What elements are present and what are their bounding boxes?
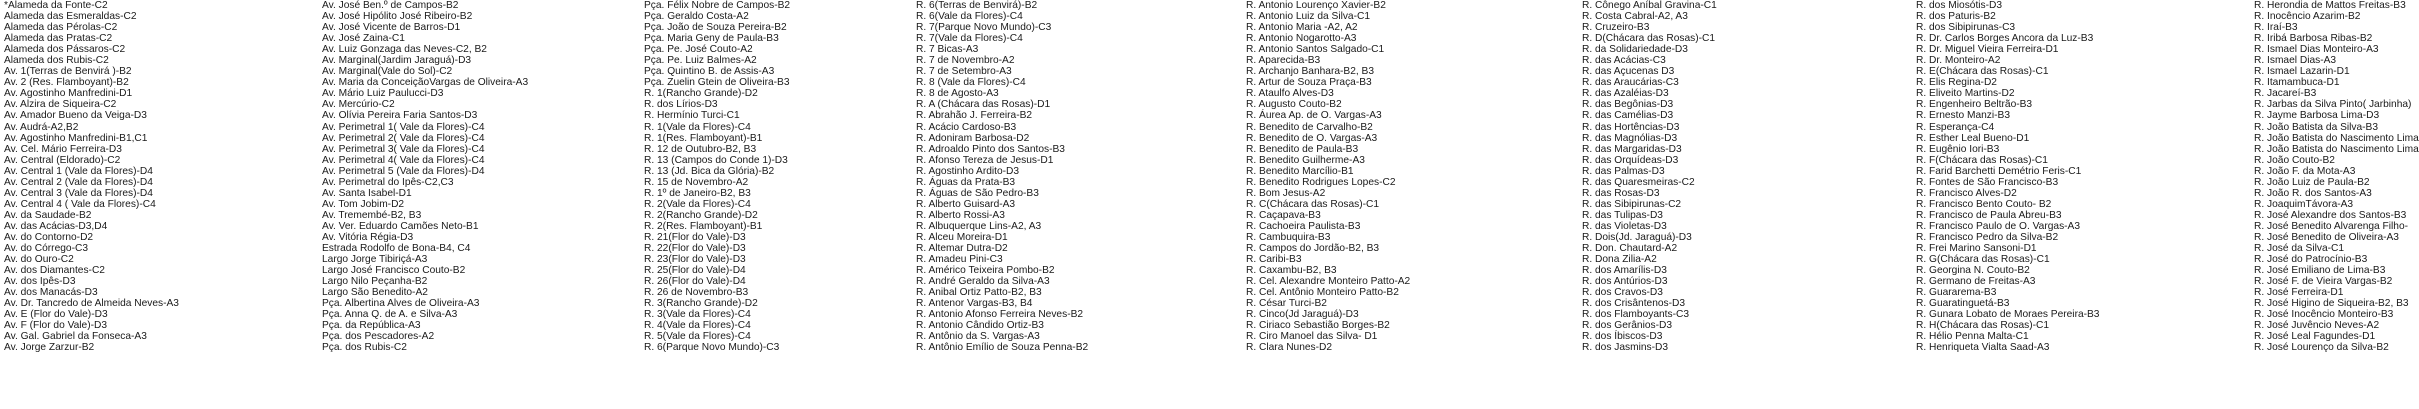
street-entry: R. Ismael Dias-A3 [2254, 55, 2337, 67]
street-list [1582, 0, 1916, 354]
street-entry: R. Antônio Emílio de Souza Penna-B2 [916, 342, 1089, 354]
street-entry: Av. Central (Eldorado)-C2 [4, 154, 121, 166]
street-list [644, 0, 912, 354]
street-entry: R. dos Flamboyants-C3 [1582, 309, 1690, 321]
street-entry: Av. Perimetral do Ipês-C2,C3 [322, 176, 454, 188]
street-entry: R. A (Chácara das Rosas)-D1 [916, 99, 1051, 111]
street-entry: R. Dr. Monteiro-A2 [1916, 55, 2001, 67]
street-entry: R. 5(Vale da Flores)-C4 [644, 331, 751, 343]
street-entry: R. Georgina N. Couto-B2 [1916, 265, 2030, 277]
street-entry: Estrada Rodolfo de Bona-B4, C4 [322, 243, 471, 255]
street-entry: R. dos Crisântenos-D3 [1582, 298, 1686, 310]
street-entry: R. da Solidariedade-D3 [1582, 44, 1688, 56]
street-entry: Av. do Córrego-C3 [4, 243, 88, 255]
street-entry: Av. Olívia Pereira Faria Santos-D3 [322, 110, 478, 122]
street-entry: R. Jayme Barbosa Lima-D3 [2254, 110, 2380, 122]
street-entry: R. 2(Vale da Flores)-C4 [644, 198, 751, 210]
street-entry: R. Caxambu-B2, B3 [1246, 265, 1337, 277]
street-entry: R. Áurea Ap. de O. Vargas-A3 [1246, 110, 1382, 122]
street-entry: R. 13 (Jd. Bica da Glória)-B2 [644, 165, 775, 177]
street-entry: R. 26 de Novembro-B3 [644, 287, 749, 299]
street-entry: Pça. Maria Geny de Paula-B3 [644, 33, 779, 45]
street-entry: R. dos Cravos-D3 [1582, 287, 1663, 299]
street-entry: R. Bom Jesus-A2 [1246, 187, 1326, 199]
street-entry: R. D(Chácara das Rosas)-C1 [1582, 33, 1716, 45]
street-entry: Av. José Zaina-C1 [322, 33, 405, 45]
street-entry: Av. Agostinho Manfredini-D1 [4, 88, 133, 100]
street-entry: R. 4(Vale da Flores)-C4 [644, 320, 751, 332]
street-entry: Av. dos Manacás-D3 [4, 287, 98, 299]
street-entry: R. 7(Vale da Flores)-C4 [916, 33, 1023, 45]
street-entry: Av. do Contorno-D2 [4, 231, 94, 243]
street-entry: R. Alceu Moreira-D1 [916, 231, 1008, 243]
street-entry: Av. Central 4 ( Vale da Flores)-C4 [4, 198, 156, 210]
street-entry: Av. Central 2 (Vale da Flores)-D4 [4, 176, 153, 188]
street-entry: R. Antonio Santos Salgado-C1 [1246, 44, 1385, 56]
street-entry: Alameda das Esmeraldas-C2 [4, 11, 137, 23]
street-entry: R. dos Amarílis-D3 [1582, 265, 1667, 277]
street-entry: R. Cel. Alexandre Monteiro Patto-A2 [1246, 276, 1411, 288]
street-entry: R. Anibal Ortiz Patto-B2, B3 [916, 287, 1042, 299]
street-entry: R. José Leal Fagundes-D1 [2254, 331, 2376, 343]
street-entry: R. 3(Rancho Grande)-D2 [644, 298, 758, 310]
street-list [916, 0, 1246, 354]
street-entry: R. 1(Vale da Flores)-C4 [644, 121, 751, 133]
street-entry: R. das Açucenas D3 [1582, 66, 1675, 78]
street-entry: R. Adroaldo Pinto dos Santos-B3 [916, 143, 1065, 155]
street-entry: Av. Maria da ConceiçãoVargas de Oliveira-A3 [322, 77, 529, 89]
index-column-6 [1582, 0, 1916, 409]
street-entry: R. Campos do Jordão-B2, B3 [1246, 243, 1380, 255]
street-entry: R. José Lourenço da Silva-B2 [2254, 342, 2389, 354]
street-entry: Av. da Saudade-B2 [4, 209, 92, 221]
street-entry: R. Esther Leal Bueno-D1 [1916, 132, 2030, 144]
street-entry: R. Archanjo Banhara-B2, B3 [1246, 66, 1374, 78]
street-entry: R. Gunara Lobato de Moraes Pereira-B3 [1916, 309, 2100, 321]
street-entry: R. Cambuquira-B3 [1246, 231, 1331, 243]
street-entry: R. dos Lírios-D3 [644, 99, 718, 111]
street-entry: Alameda das Pratas-C2 [4, 33, 113, 45]
street-entry: R. das Palmas-D3 [1582, 165, 1665, 177]
street-entry: Alameda das Pérolas-C2 [4, 22, 118, 34]
index-column-7 [1916, 0, 2252, 409]
street-entry: R. José Benedito de Oliveira-A3 [2254, 231, 2399, 243]
street-entry: R. José F. de Vieira Vargas-B2 [2254, 276, 2393, 288]
street-entry: Av. 1(Terras de Benvirá )-B2 [4, 66, 132, 78]
street-entry: Av. Ver. Eduardo Camões Neto-B1 [322, 220, 479, 232]
street-list [2254, 0, 2419, 354]
street-entry: R. 3(Vale da Flores)-C4 [644, 309, 751, 321]
street-entry: R. Fontes de São Francisco-B3 [1916, 176, 2059, 188]
street-list [322, 0, 652, 354]
street-entry: R. Antonio Afonso Ferreira Neves-B2 [916, 309, 1084, 321]
street-entry: R. 8 (Vale da Flores)-C4 [916, 77, 1026, 89]
street-entry: R. JoaquimTávora-A3 [2254, 198, 2354, 210]
street-entry: Largo José Francisco Couto-B2 [322, 265, 466, 277]
street-entry: R. Alberto Guisard-A3 [916, 198, 1016, 210]
street-entry: R. das Rosas-D3 [1582, 187, 1660, 199]
street-entry: R. Henriqueta Vialta Saad-A3 [1916, 342, 2050, 354]
street-entry: R. das Azaléias-D3 [1582, 88, 1669, 100]
street-entry: Av. Perimetral 1( Vale da Flores)-C4 [322, 121, 485, 133]
street-entry: R. das Araucárias-C3 [1582, 77, 1679, 89]
index-column-5 [1246, 0, 1572, 409]
street-entry: R. das Camélias-D3 [1582, 110, 1674, 122]
street-entry: R. E(Chácara das Rosas)-C1 [1916, 66, 2049, 78]
street-entry: R. Engenheiro Beltrão-B3 [1916, 99, 2033, 111]
street-entry: Av. F (Flor do Vale)-D3 [4, 320, 108, 332]
street-entry: Av. Perimetral 5 (Vale da Flores)-D4 [322, 165, 485, 177]
street-entry: R. Antenor Vargas-B3, B4 [916, 298, 1033, 310]
street-entry: Pça. da República-A3 [322, 320, 421, 332]
street-entry: Av. José Vicente de Barros-D1 [322, 22, 461, 34]
street-list [1246, 0, 1572, 354]
street-entry: Pça. Geraldo Costa-A2 [644, 11, 749, 23]
street-entry: R. Ismael Lazarin-D1 [2254, 66, 2350, 78]
street-entry: R. Frei Marino Sansoni-D1 [1916, 243, 2037, 255]
street-entry: R. César Turci-B2 [1246, 298, 1327, 310]
street-entry: Av. Tom Jobim-D2 [322, 198, 405, 210]
street-entry: R. Águas de São Pedro-B3 [916, 187, 1039, 199]
street-entry: R. Agostinho Ardito-D3 [916, 165, 1020, 177]
street-entry: Av. Santa Isabel-D1 [322, 187, 412, 199]
street-entry: R. 8 de Agosto-A3 [916, 88, 999, 100]
street-entry: R. José Benedito Alvarenga Filho- [2254, 220, 2409, 232]
street-entry: R. Adoniram Barbosa-D2 [916, 132, 1030, 144]
street-entry: Pça. Pe. José Couto-A2 [644, 44, 753, 56]
street-entry: Av. Amador Bueno da Veiga-D3 [4, 110, 147, 122]
street-entry: R. João F. da Mota-A3 [2254, 165, 2356, 177]
street-entry: Av. Gal. Gabriel da Fonseca-A3 [4, 331, 147, 343]
street-entry: R. 12 de Outubro-B2, B3 [644, 143, 757, 155]
street-entry: R. Américo Teixeira Pombo-B2 [916, 265, 1055, 277]
street-entry: R. dos Jasmins-D3 [1582, 342, 1669, 354]
street-list [1916, 0, 2252, 354]
street-entry: Av. José Ben.º de Campos-B2 [322, 0, 459, 11]
street-entry: Av. Dr. Tancredo de Almeida Neves-A3 [4, 298, 179, 310]
street-entry: R. G(Chácara das Rosas)-C1 [1916, 254, 2050, 266]
street-entry: R. H(Chácara das Rosas)-C1 [1916, 320, 2050, 332]
street-entry: Pça. Quintino B. de Assis-A3 [644, 66, 775, 78]
street-entry: R. Eugênio Iori-B3 [1916, 143, 2000, 155]
street-entry: R. das Margaridas-D3 [1582, 143, 1682, 155]
street-entry: R. das Acácias-C3 [1582, 55, 1666, 67]
street-entry: R. dos Sibipirunas-C3 [1916, 22, 2016, 34]
street-entry: R. Itamambuca-D1 [2254, 77, 2340, 89]
street-entry: Av. dos Diamantes-C2 [4, 265, 105, 277]
street-entry: Av. Marginal(Jardim Jaraguá)-D3 [322, 55, 472, 67]
street-entry: R. Jacareí-B3 [2254, 88, 2317, 100]
street-entry: R. Antônio da S. Vargas-A3 [916, 331, 1040, 343]
street-entry: R. dos Gerânios-D3 [1582, 320, 1673, 332]
street-entry: R. das Orquídeas-D3 [1582, 154, 1679, 166]
street-entry: Pça. Félix Nobre de Campos-B2 [644, 0, 791, 11]
street-entry: R. Ciriaco Sebastião Borges-B2 [1246, 320, 1390, 332]
street-entry: R. dos Miosótis-D3 [1916, 0, 2003, 11]
street-entry: R. Benedito Guilherme-A3 [1246, 154, 1365, 166]
street-entry: R. Francisco Bento Couto- B2 [1916, 198, 2052, 210]
street-entry: R. Benedito de Carvalho-B2 [1246, 121, 1373, 133]
street-entry: R. João Batista do Nascimento Lima [2254, 143, 2419, 155]
street-entry: R. Herondia de Mattos Freitas-B3 [2254, 0, 2406, 11]
street-entry: R. Francisco Paulo de O. Vargas-A3 [1916, 220, 2081, 232]
street-entry: Av. Perimetral 3( Vale da Flores)-C4 [322, 143, 485, 155]
street-entry: R. Benedito de O. Vargas-A3 [1246, 132, 1378, 144]
street-entry: Av. 2 (Res. Flamboyant)-B2 [4, 77, 129, 89]
street-entry: R. Dois(Jd. Jaraguá)-D3 [1582, 231, 1692, 243]
street-entry: R. Amadeu Pini-C3 [916, 254, 1003, 266]
street-entry: R. João Batista da Silva-B3 [2254, 121, 2379, 133]
street-entry: R. Alberto Rossi-A3 [916, 209, 1005, 221]
street-entry: R. 13 (Campos do Conde 1)-D3 [644, 154, 788, 166]
street-entry: R. Abrahão J. Ferreira-B2 [916, 110, 1033, 122]
index-column-4 [916, 0, 1246, 409]
street-entry: R. Cel. Antônio Monteiro Patto-B2 [1246, 287, 1399, 299]
street-entry: R. 26(Flor do Vale)-D4 [644, 276, 746, 288]
street-entry: Av. Jorge Zarzur-B2 [4, 342, 95, 354]
street-entry: Av. Cel. Mário Ferreira-D3 [4, 143, 122, 155]
street-entry: Av. do Ouro-C2 [4, 254, 74, 266]
street-entry: R. Dr. Miguel Vieira Ferreira-D1 [1916, 44, 2059, 56]
street-entry: R. das Sibipirunas-C2 [1582, 198, 1682, 210]
street-entry: R. José Alexandre dos Santos-B3 [2254, 209, 2407, 221]
street-entry: R. 1º de Janeiro-B2, B3 [644, 187, 751, 199]
street-entry: *Alameda da Fonte-C2 [4, 0, 108, 11]
street-entry: R. Ismael Dias Monteiro-A3 [2254, 44, 2379, 56]
street-entry: Av. Central 1 (Vale da Flores)-D4 [4, 165, 153, 177]
street-entry: R. das Quaresmeiras-C2 [1582, 176, 1695, 188]
street-entry: Largo Jorge Tibiriçá-A3 [322, 254, 428, 266]
street-entry: Alameda dos Pássaros-C2 [4, 44, 126, 56]
street-entry: R. das Violetas-D3 [1582, 220, 1667, 232]
street-entry: R. Altemar Dutra-D2 [916, 243, 1008, 255]
street-entry: R. Antonio Nogarotto-A3 [1246, 33, 1357, 45]
street-entry: R. Benedito de Paula-B3 [1246, 143, 1359, 155]
street-entry: R. Ciro Manoel das Silva- D1 [1246, 331, 1378, 343]
street-entry: Av. Agostinho Manfredini-B1,C1 [4, 132, 148, 144]
street-entry: R. Antonio Cândido Ortiz-B3 [916, 320, 1044, 332]
street-entry: R. 22(Flor do Vale)-D3 [644, 243, 746, 255]
street-entry: R. Caribi-B3 [1246, 254, 1302, 266]
street-entry: R. F(Chácara das Rosas)-C1 [1916, 154, 2048, 166]
street-entry: Av. Perimetral 4( Vale da Flores)-C4 [322, 154, 485, 166]
street-entry: R. 7 de Novembro-A2 [916, 55, 1015, 67]
street-entry: R. Esperança-C4 [1916, 121, 1995, 133]
street-entry: R. das Hortências-D3 [1582, 121, 1680, 133]
index-column-2 [322, 0, 652, 409]
street-entry: Pça. Albertina Alves de Oliveira-A3 [322, 298, 480, 310]
street-entry: Av. Tremembé-B2, B3 [322, 209, 422, 221]
street-entry: Av. Mercúrio-C2 [322, 99, 395, 111]
street-entry: R. 6(Terras de Benvirá)-B2 [916, 0, 1038, 11]
street-entry: R. Iribá Barbosa Ribas-B2 [2254, 33, 2373, 45]
street-entry: R. 7 Bicas-A3 [916, 44, 979, 56]
street-entry: R. João Couto-B2 [2254, 154, 2335, 166]
street-entry: R. Inocêncio Azarim-B2 [2254, 11, 2361, 23]
street-entry: R. Cruzeiro-B3 [1582, 22, 1650, 34]
street-entry: R. Benedito Marcílio-B1 [1246, 165, 1354, 177]
street-entry: R. Guaratinguetá-B3 [1916, 298, 2010, 310]
street-entry: Pça. Pe. Luiz Balmes-A2 [644, 55, 757, 67]
street-entry: R. 15 de Novembro-A2 [644, 176, 749, 188]
street-entry: R. das Magnólias-D3 [1582, 132, 1678, 144]
street-entry: R. 2(Rancho Grande)-D2 [644, 209, 758, 221]
street-entry: R. 1(Res. Flamboyant)-B1 [644, 132, 763, 144]
street-entry: R. Cinco(Jd Jaraguá)-D3 [1246, 309, 1359, 321]
street-entry: R. 7 de Setembro-A3 [916, 66, 1012, 78]
street-entry: R. das Begônias-D3 [1582, 99, 1674, 111]
street-entry: R. 25(Flor do Vale)-D4 [644, 265, 746, 277]
street-entry: R. Jarbas da Silva Pinto( Jarbinha) [2254, 99, 2412, 111]
street-entry: R. Águas da Prata-B3 [916, 176, 1016, 188]
street-entry: R. Benedito Rodrigues Lopes-C2 [1246, 176, 1396, 188]
street-entry: R. Francisco de Paula Abreu-B3 [1916, 209, 2062, 221]
street-entry: Pça. Zuelin Gtein de Oliveira-B3 [644, 77, 790, 89]
street-entry: R. Artur de Souza Praça-B3 [1246, 77, 1372, 89]
index-column-8 [2254, 0, 2419, 409]
street-entry: R. Caçapava-B3 [1246, 209, 1321, 221]
street-entry: R. Farid Barchetti Demétrio Feris-C1 [1916, 165, 2082, 177]
street-entry: Av. Marginal(Vale do Sol)-C2 [322, 66, 453, 78]
street-entry: Pça. João de Souza Pereira-B2 [644, 22, 787, 34]
street-entry: R. Albuquerque Lins-A2, A3 [916, 220, 1042, 232]
street-entry: Av. Luiz Gonzaga das Neves-C2, B2 [322, 44, 487, 56]
street-entry: Av. Vitória Régia-D3 [322, 231, 414, 243]
street-entry: R. Hermínio Turci-C1 [644, 110, 740, 122]
street-entry: R. 6(Parque Novo Mundo)-C3 [644, 342, 780, 354]
street-entry: R. Cachoeira Paulista-B3 [1246, 220, 1361, 232]
street-entry: R. Acácio Cardoso-B3 [916, 121, 1017, 133]
street-entry: R. Antonio Luiz da Silva-C1 [1246, 11, 1371, 23]
street-entry: R. Germano de Freitas-A3 [1916, 276, 2036, 288]
street-entry: Largo Nilo Peçanha-B2 [322, 276, 428, 288]
street-entry: R. André Geraldo da Silva-A3 [916, 276, 1050, 288]
index-column-1 [4, 0, 316, 409]
street-entry: R. Ernesto Manzi-B3 [1916, 110, 2010, 122]
street-entry: R. 6(Vale da Flores)-C4 [916, 11, 1023, 23]
street-entry: R. Eliveito Martins-D2 [1916, 88, 2015, 100]
street-entry: R. Costa Cabral-A2, A3 [1582, 11, 1688, 23]
street-entry: R. dos Íbiscos-D3 [1582, 331, 1663, 343]
street-entry: R. Clara Nunes-D2 [1246, 342, 1333, 354]
street-entry: Av. das Acácias-D3,D4 [4, 220, 108, 232]
street-entry: Av. E (Flor do Vale)-D3 [4, 309, 108, 321]
street-entry: Av. Perimetral 2( Vale da Flores)-C4 [322, 132, 485, 144]
street-entry: R. Aparecida-B3 [1246, 55, 1321, 67]
street-entry: R. João R. dos Santos-A3 [2254, 187, 2372, 199]
street-entry: R. Elis Regina-D2 [1916, 77, 1997, 89]
street-entry: Alameda dos Rubis-C2 [4, 55, 109, 67]
street-entry: R. Augusto Couto-B2 [1246, 99, 1342, 111]
street-entry: Av. Audrá-A2,B2 [4, 121, 79, 133]
street-entry: R. Afonso Tereza de Jesus-D1 [916, 154, 1054, 166]
street-entry: Pça. dos Rubis-C2 [322, 342, 407, 354]
street-entry: Av. Alzira de Siqueira-C2 [4, 99, 117, 111]
street-entry: R. das Tulipas-D3 [1582, 209, 1663, 221]
street-entry: R. José Ferreira-D1 [2254, 287, 2344, 299]
street-entry: R. dos Antúrios-D3 [1582, 276, 1668, 288]
street-entry: R. João Batista do Nascimento Lima [2254, 132, 2419, 144]
street-entry: R. José Inocêncio Monteiro-B3 [2254, 309, 2394, 321]
street-entry: R. dos Paturis-B2 [1916, 11, 1996, 23]
street-entry: R. José do Patrocínio-B3 [2254, 254, 2368, 266]
index-column-3 [644, 0, 912, 409]
street-entry: R. Francisco Alves-D2 [1916, 187, 2017, 199]
street-entry: R. Dr. Carlos Borges Ancora da Luz-B3 [1916, 33, 2094, 45]
street-entry: R. C(Chácara das Rosas)-C1 [1246, 198, 1380, 210]
street-entry: R. Francisco Pedro da Silva-B2 [1916, 231, 2059, 243]
street-entry: R. Antonio Maria -A2, A2 [1246, 22, 1358, 34]
street-entry: Largo São Benedito-A2 [322, 287, 428, 299]
street-entry: R. Hélio Penna Malta-C1 [1916, 331, 2029, 343]
street-entry: R. José da Silva-C1 [2254, 243, 2345, 255]
street-entry: Av. José Hipólito José Ribeiro-B2 [322, 11, 473, 23]
street-entry: R. José Higino de Siqueira-B2, B3 [2254, 298, 2409, 310]
street-entry: R. José Emiliano de Lima-B3 [2254, 265, 2386, 277]
street-entry: R. Cônego Aníbal Gravina-C1 [1582, 0, 1717, 11]
street-entry: R. 2(Res. Flamboyant)-B1 [644, 220, 763, 232]
street-list [4, 0, 316, 354]
street-entry: Av. dos Ipês-D3 [4, 276, 76, 288]
street-entry: R. 7(Parque Novo Mundo)-C3 [916, 22, 1052, 34]
street-entry: R. José Juvêncio Neves-A2 [2254, 320, 2380, 332]
street-entry: R. Ataulfo Alves-D3 [1246, 88, 1334, 100]
street-entry: R. Don. Chautard-A2 [1582, 243, 1678, 255]
street-entry: R. Dona Zilia-A2 [1582, 254, 1657, 266]
street-entry: R. 1(Rancho Grande)-D2 [644, 88, 758, 100]
street-entry: R. Iraí-B3 [2254, 22, 2298, 34]
street-entry: R. 23(Flor do Vale)-D3 [644, 254, 746, 266]
street-entry: R. Guararema-B3 [1916, 287, 1997, 299]
street-entry: R. 21(Flor do Vale)-D3 [644, 231, 746, 243]
street-entry: R. João Luiz de Paula-B2 [2254, 176, 2370, 188]
street-entry: Pça. Anna Q. de A. e Silva-A3 [322, 309, 458, 321]
street-entry: Pça. dos Pescadores-A2 [322, 331, 435, 343]
street-entry: R. Antonio Lourenço Xavier-B2 [1246, 0, 1386, 11]
street-entry: Av. Mário Luiz Paulucci-D3 [322, 88, 444, 100]
street-entry: Av. Central 3 (Vale da Flores)-D4 [4, 187, 153, 199]
